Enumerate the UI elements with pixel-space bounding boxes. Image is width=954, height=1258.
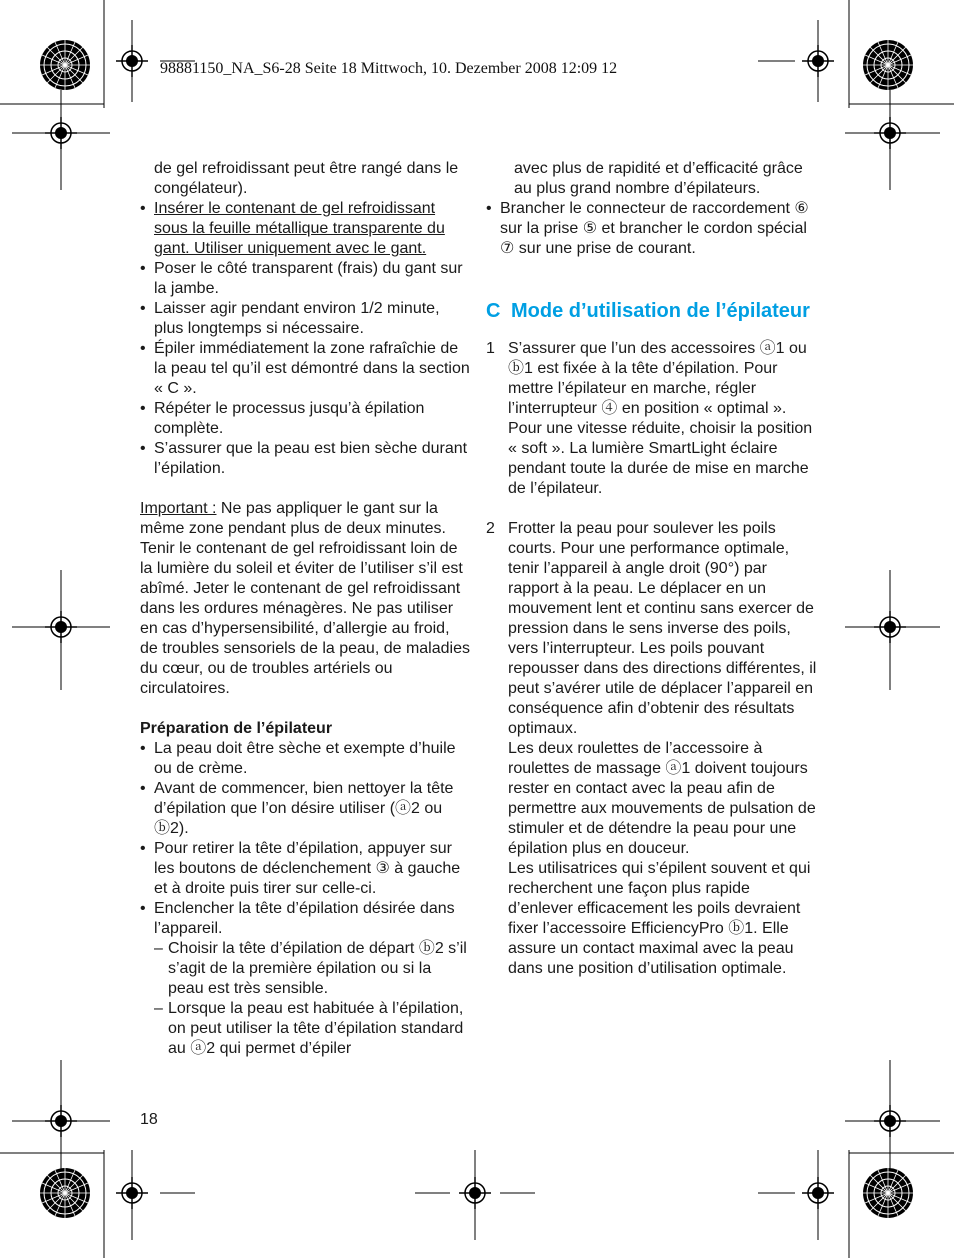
section-title: Mode d’utilisation de l’épilateur [511, 300, 810, 322]
list-item: • Enclencher la tête d’épilation désirée dans l’appareil. [140, 900, 455, 937]
sub-list-item: – Lorsque la peau est habituée à l’épilation, on peut utiliser la tête d’épilation standard au ⓐ2 qui permet d’épiler [154, 1000, 464, 1057]
list-item: • Avant de commencer, bien nettoyer la tête d’épilation que l’on désire utiliser (ⓐ2 ou ⓑ2). [140, 780, 454, 837]
continued-text: de gel refroidissant peut être rangé dans le congélateur). [154, 160, 459, 197]
list-item: • Insérer le contenant de gel refroidissant sous la feuille métallique transparente du gant. Utiliser uniquement avec le gant. [140, 200, 445, 257]
star-mark-bottom-left [40, 1168, 90, 1218]
left-column [140, 159, 470, 1059]
list-item: • La peau doit être sèche et exempte d’huile ou de crème. [140, 740, 456, 777]
right-column [486, 159, 818, 979]
section-letter: C [486, 300, 501, 322]
section-heading [486, 299, 818, 324]
step-text: S’assurer que l’un des accessoires ⓐ1 ou ⓑ1 est fixée à la tête d’épilation. Pour mettre l’épilateur en marche, régler l’interrupteur ④ en position « optimal ». Pour une vitesse réduite, choisir la position « soft ». La lumière SmartLight éclaire pendant toute la durée de mise en marche de l’épilateur. [508, 340, 813, 497]
bullet-text-underlined: Insérer le contenant de gel refroidissant sous la feuille métallique transparente du gant. Utiliser uniquement avec le gant. [154, 200, 445, 257]
star-mark-top-left [40, 40, 90, 90]
bullet-text: S’assurer que la peau est bien sèche durant l’épilation. [154, 440, 468, 477]
bullet-text: Répéter le processus jusqu’à épilation complète. [154, 400, 425, 437]
bullet-text: Pour retirer la tête d’épilation, appuyer sur les boutons de déclenchement ③ à gauche et à droite puis tirer sur celle-ci. [154, 840, 461, 897]
print-header: 98881150_NA_S6-28 Seite 18 Mittwoch, 10. Dezember 2008 12:09 12 [160, 60, 618, 77]
list-item: • Épiler immédiatement la zone rafraîchie de la peau tel qu’il est démontré dans la section « C ». [140, 340, 470, 397]
list-item: • Répéter le processus jusqu’à épilation complète. [140, 400, 425, 437]
continued-text: avec plus de rapidité et d’efficacité grâce au plus grand nombre d’épilateurs. [514, 160, 803, 197]
bullet-text: Poser le côté transparent (frais) du gant sur la jambe. [154, 260, 463, 297]
important-note [140, 499, 470, 539]
warning-text: Tenir le contenant de gel refroidissant loin de la lumière du soleil et éviter de l’utiliser s’il est abîmé. Jeter le contenant de gel refroidissant dans les ordures ménagères. Ne pas utiliser en cas d’hypersensibilité, d’allergie au froid, de troubles sensoriels de la peau, de maladies du cœur, ou de troubles artériels ou circulatoires. [140, 540, 470, 697]
list-item: • Pour retirer la tête d’épilation, appuyer sur les boutons de déclenchement ③ à gauche et à droite puis tirer sur celle-ci. [140, 840, 461, 897]
bullet-text: Laisser agir pendant environ 1/2 minute, plus longtemps si nécessaire. [154, 300, 440, 337]
step-number: 2 [486, 520, 495, 537]
bullet-text: La peau doit être sèche et exempte d’huile ou de crème. [154, 740, 456, 777]
bullet-text: Enclencher la tête d’épilation désirée dans l’appareil. [154, 900, 455, 937]
list-item: • S’assurer que la peau est bien sèche durant l’épilation. [140, 440, 468, 477]
step-text: Frotter la peau pour soulever les poils courts. Pour une performance optimale, tenir l’appareil à angle droit (90°) par rapport à la peau. Le déplacer en un mouvement lent et continu sans exercer de pression dans le sens inverse des poils, vers l’interrupteur. Les poils pouvant repousser dans des directions différentes, il peut s’avérer utile de déplacer l’appareil en conséquence afin d’obtenir des résultats optimaux. [508, 520, 817, 737]
step-number: 1 [486, 340, 495, 357]
numbered-step [486, 519, 818, 739]
star-mark-bottom-right [863, 1168, 913, 1218]
paragraph-efficiency: Les utilisatrices qui s’épilent souvent et qui recherchent une façon plus rapide d’enlever efficacement les poils devraient fixer l’accessoire EfficiencyPro ⓑ1. Elle assure un contact maximal avec la peau dans une position d’utilisation optimale. [508, 860, 811, 977]
bullet-text: Épiler immédiatement la zone rafraîchie de la peau tel qu’il est démontré dans la section « C ». [154, 340, 470, 397]
important-text: Ne pas appliquer le gant sur la même zone pendant plus de deux minutes. [140, 500, 446, 537]
numbered-step [486, 339, 818, 499]
star-mark-top-right [863, 40, 913, 90]
list-item: • Laisser agir pendant environ 1/2 minute, plus longtemps si nécessaire. [140, 300, 440, 337]
list-item: • Brancher le connecteur de raccordement ⑥ sur la prise ⑤ et brancher le cordon spécial ⑦ sur une prise de courant. [486, 200, 809, 257]
dash-text: Lorsque la peau est habituée à l’épilation, on peut utiliser la tête d’épilation standard au ⓐ2 qui permet d’épiler [168, 1000, 464, 1057]
paragraph-rollers: Les deux roulettes de l’accessoire à roulettes de massage ⓐ1 doivent toujours rester en contact avec la peau afin de permettre aux mouvements de pulsation de stimuler et de détendre la peau pour une épilation plus en douceur. [508, 740, 816, 857]
list-item: • Poser le côté transparent (frais) du gant sur la jambe. [140, 260, 463, 297]
important-label: Important : [140, 500, 217, 517]
dash-text: Choisir la tête d’épilation de départ ⓑ2 s’il s’agit de la première épilation ou si la peau est très sensible. [168, 940, 467, 997]
section-subheading: Préparation de l’épilateur [140, 720, 333, 737]
page-number: 18 [140, 1111, 158, 1128]
bullet-text: Brancher le connecteur de raccordement ⑥ sur la prise ⑤ et brancher le cordon spécial ⑦ sur une prise de courant. [500, 200, 809, 257]
bullet-text: Avant de commencer, bien nettoyer la tête d’épilation que l’on désire utiliser (ⓐ2 ou ⓑ2). [154, 780, 454, 837]
sub-list-item: – Choisir la tête d’épilation de départ ⓑ2 s’il s’agit de la première épilation ou si la peau est très sensible. [154, 940, 467, 997]
